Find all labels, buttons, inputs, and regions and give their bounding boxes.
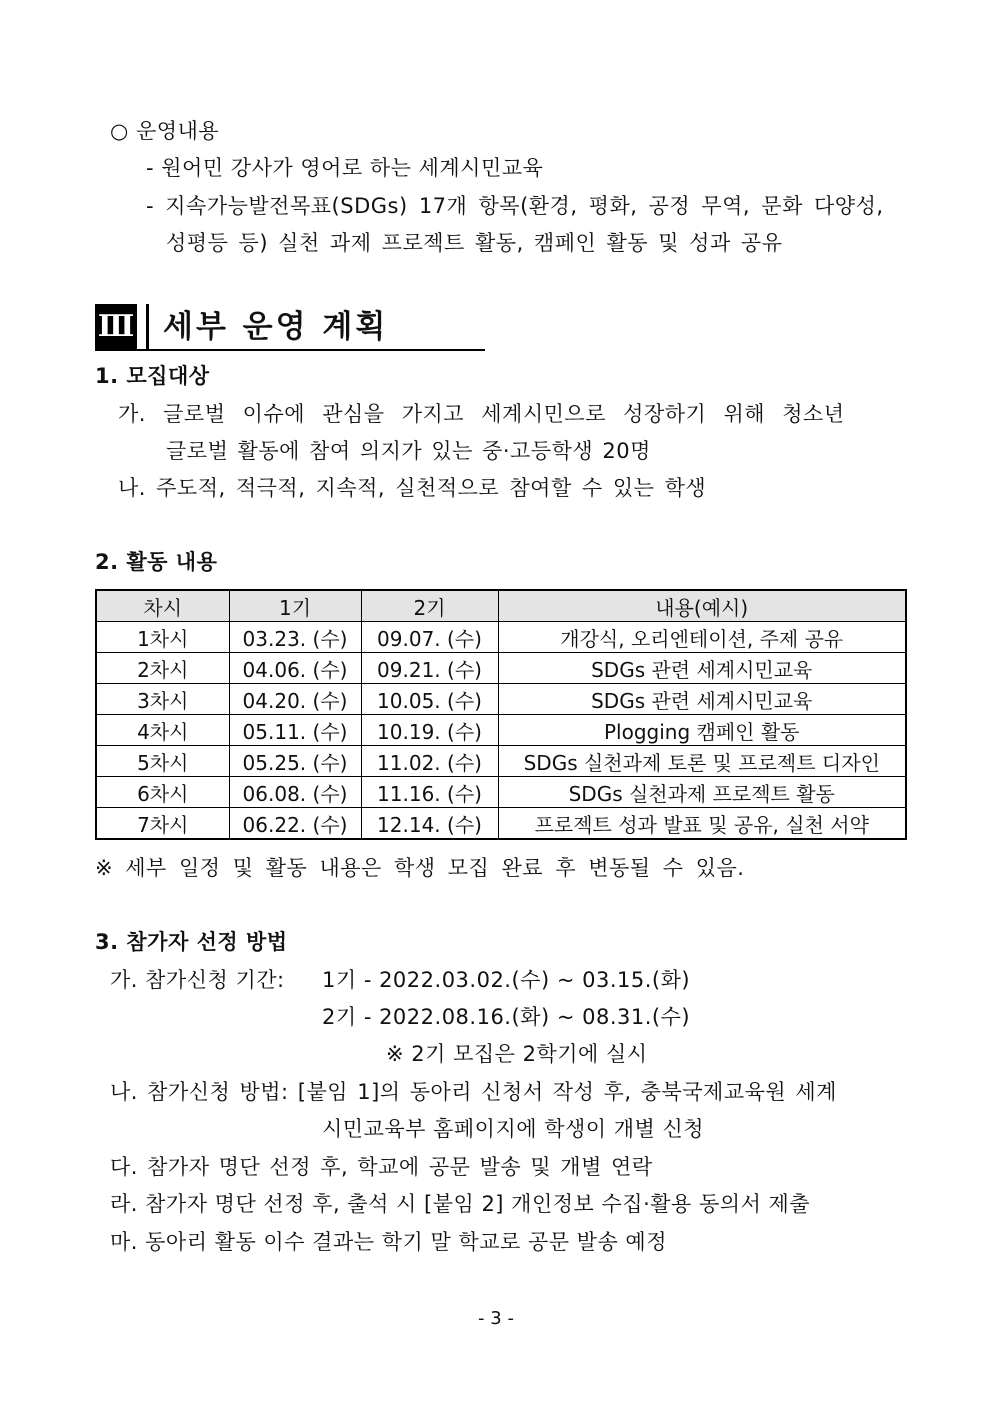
ops-item-1: - 원어민 강사가 영어로 하는 세계시민교육 [146, 156, 544, 180]
selection-ga-label: 가. 참가신청 기간: [110, 968, 285, 992]
table-cell: Plogging 캠페인 활동 [498, 715, 906, 746]
selection-ma: 마. 동아리 활동 이수 결과는 학기 말 학교로 공문 발송 예정 [110, 1230, 668, 1254]
table-cell: 03.23. (수) [229, 622, 361, 653]
ops-item-2-line-1: - 지속가능발전목표(SDGs) 17개 항목(환경, 평화, 공정 무역, 문화 다양성, [146, 194, 884, 218]
table-row [96, 808, 906, 840]
table-cell: 04.20. (수) [229, 684, 361, 715]
table-cell: SDGs 실천과제 토론 및 프로젝트 디자인 [498, 746, 906, 777]
table-row [96, 715, 906, 746]
ops-item-2-line-2: 성평등 등) 실천 과제 프로젝트 활동, 캠페인 활동 및 성과 공유 [166, 231, 783, 255]
table-cell: 05.25. (수) [229, 746, 361, 777]
selection-na-line-1: 나. 참가신청 방법: [붙임 1]의 동아리 신청서 작성 후, 충북국제교육원 세계 [110, 1080, 837, 1104]
column-header-session: 차시 [96, 590, 229, 622]
selection-da: 다. 참가자 명단 선정 후, 학교에 공문 발송 및 개별 연락 [110, 1155, 653, 1179]
selection-na-line-2: 시민교육부 홈페이지에 학생이 개별 신청 [322, 1117, 705, 1141]
table-cell: 3차시 [96, 684, 229, 715]
section-number-badge: Ⅲ [95, 304, 137, 350]
recruit-na: 나. 주도적, 적극적, 지속적, 실천적으로 참여할 수 있는 학생 [118, 476, 707, 500]
table-cell: 09.21. (수) [361, 653, 498, 684]
section-underline [95, 349, 485, 351]
recruit-heading: 1. 모집대상 [95, 364, 210, 388]
selection-ga-note: ※ 2기 모집은 2학기에 실시 [386, 1042, 648, 1066]
table-cell: 10.05. (수) [361, 684, 498, 715]
table-cell: 7차시 [96, 808, 229, 840]
activity-heading: 2. 활동 내용 [95, 550, 218, 574]
activity-schedule-table [95, 589, 907, 840]
table-cell: SDGs 실천과제 프로젝트 활동 [498, 777, 906, 808]
table-row [96, 684, 906, 715]
table-row [96, 746, 906, 777]
activity-note: ※ 세부 일정 및 활동 내용은 학생 모집 완료 후 변동될 수 있음. [95, 856, 745, 880]
table-cell: 2차시 [96, 653, 229, 684]
table-header-row [96, 590, 906, 622]
section-title: 세부 운영 계획 [163, 309, 389, 345]
table-cell: SDGs 관련 세계시민교육 [498, 684, 906, 715]
column-header-cohort-1: 1기 [229, 590, 361, 622]
table-cell: 05.11. (수) [229, 715, 361, 746]
table-cell: 10.19. (수) [361, 715, 498, 746]
table-cell: 11.16. (수) [361, 777, 498, 808]
column-header-content: 내용(예시) [498, 590, 906, 622]
section-divider [146, 304, 149, 350]
page-number: - 3 - [478, 1308, 514, 1329]
table-cell: 11.02. (수) [361, 746, 498, 777]
recruit-ga-line-1: 가. 글로벌 이슈에 관심을 가지고 세계시민으로 성장하기 위해 청소년 [118, 402, 845, 426]
ops-heading: ○ 운영내용 [110, 119, 220, 143]
table-cell: 4차시 [96, 715, 229, 746]
table-cell: 6차시 [96, 777, 229, 808]
table-cell: 06.08. (수) [229, 777, 361, 808]
selection-ga-period-1: 1기 - 2022.03.02.(수) ~ 03.15.(화) [322, 968, 691, 992]
recruit-ga-line-2: 글로벌 활동에 참여 의지가 있는 중·고등학생 20명 [166, 439, 651, 463]
table-cell: SDGs 관련 세계시민교육 [498, 653, 906, 684]
table-cell: 04.06. (수) [229, 653, 361, 684]
table-cell: 06.22. (수) [229, 808, 361, 840]
table-cell: 12.14. (수) [361, 808, 498, 840]
table-row [96, 622, 906, 653]
column-header-cohort-2: 2기 [361, 590, 498, 622]
table-row [96, 653, 906, 684]
selection-ra: 라. 참가자 명단 선정 후, 출석 시 [붙임 2] 개인정보 수집·활용 동의서 제출 [110, 1192, 811, 1216]
table-cell: 09.07. (수) [361, 622, 498, 653]
table-cell: 개강식, 오리엔테이션, 주제 공유 [498, 622, 906, 653]
table-cell: 프로젝트 성과 발표 및 공유, 실천 서약 [498, 808, 906, 840]
table-cell: 5차시 [96, 746, 229, 777]
selection-heading: 3. 참가자 선정 방법 [95, 930, 288, 954]
selection-ga-period-2: 2기 - 2022.08.16.(화) ~ 08.31.(수) [322, 1005, 691, 1029]
table-row [96, 777, 906, 808]
table-cell: 1차시 [96, 622, 229, 653]
